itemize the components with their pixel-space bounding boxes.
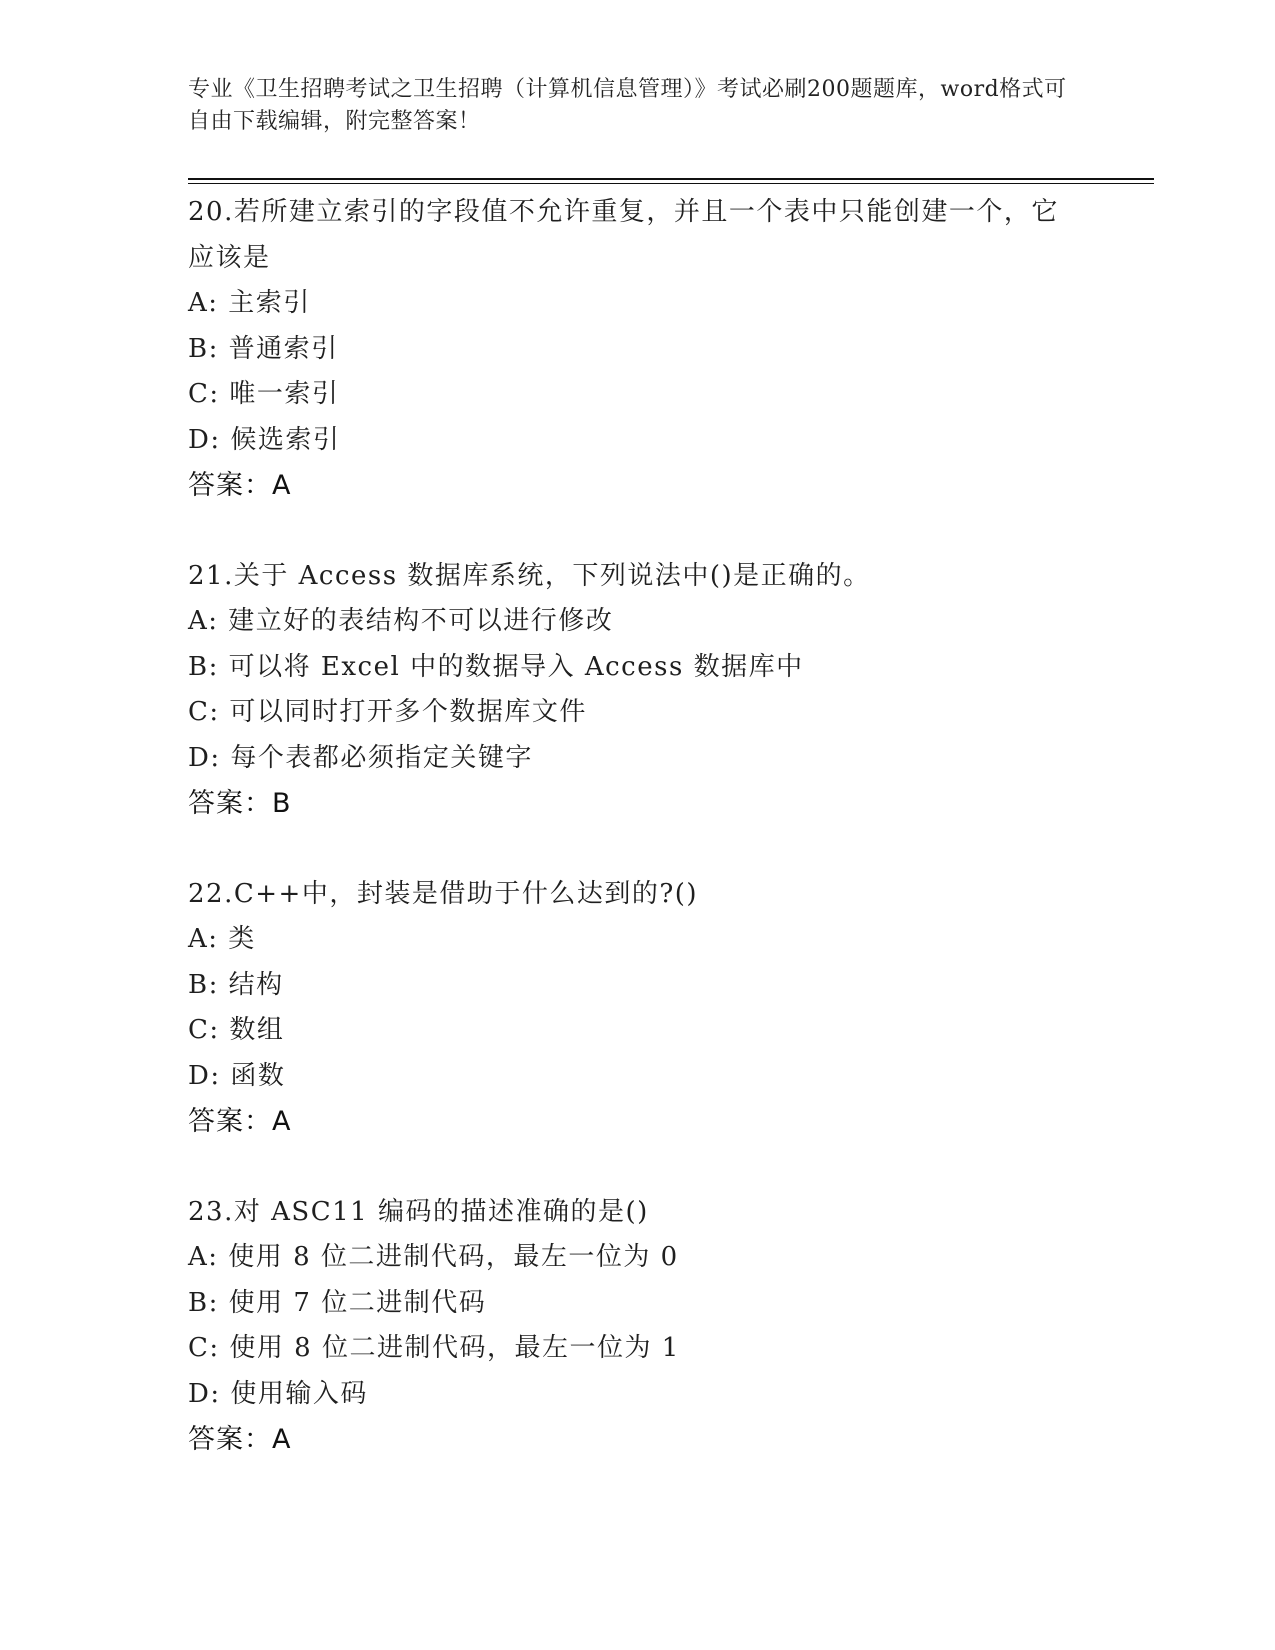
option-c: C: 唯一索引 bbox=[188, 379, 340, 409]
question-list bbox=[188, 190, 1108, 1463]
option-a: A: 主索引 bbox=[188, 288, 311, 318]
option-d: D: 候选索引 bbox=[188, 424, 341, 455]
option-d: D: 每个表都必须指定关键字 bbox=[188, 742, 533, 773]
option-a: A: 类 bbox=[188, 924, 256, 954]
question-22 bbox=[188, 872, 1108, 1145]
option-c: C: 使用 8 位二进制代码，最左一位为 1 bbox=[188, 1333, 680, 1363]
option-c: C: 可以同时打开多个数据库文件 bbox=[188, 697, 587, 727]
option-c: C: 数组 bbox=[188, 1015, 285, 1045]
header-rule-thin bbox=[188, 183, 1154, 184]
question-stem: 21.关于 Access 数据库系统，下列说法中()是正确的。 bbox=[188, 560, 871, 591]
answer-label: 答案：A bbox=[188, 1106, 292, 1137]
answer-label: 答案：B bbox=[188, 788, 292, 819]
question-stem: 20.若所建立索引的字段值不允许重复，并且一个表中只能创建一个，它应该是 bbox=[188, 197, 1059, 273]
answer-label: 答案：A bbox=[188, 1424, 292, 1455]
option-b: B: 结构 bbox=[188, 969, 284, 1000]
header-rule-thick bbox=[188, 178, 1154, 180]
option-a: A: 使用 8 位二进制代码，最左一位为 0 bbox=[188, 1242, 679, 1272]
question-20 bbox=[188, 190, 1108, 509]
option-d: D: 函数 bbox=[188, 1060, 286, 1091]
option-b: B: 可以将 Excel 中的数据导入 Access 数据库中 bbox=[188, 651, 804, 682]
answer-label: 答案：A bbox=[188, 470, 292, 501]
option-b: B: 普通索引 bbox=[188, 333, 339, 364]
question-23 bbox=[188, 1190, 1108, 1463]
option-a: A: 建立好的表结构不可以进行修改 bbox=[188, 606, 614, 636]
question-21 bbox=[188, 554, 1108, 827]
document-header: 专业《卫生招聘考试之卫生招聘（计算机信息管理）》考试必刷200题题库，word格式可自由下载编辑，附完整答案！ bbox=[188, 77, 1067, 134]
option-b: B: 使用 7 位二进制代码 bbox=[188, 1287, 487, 1318]
option-d: D: 使用输入码 bbox=[188, 1378, 368, 1409]
question-stem: 22.C++中，封装是借助于什么达到的?() bbox=[188, 878, 699, 909]
question-stem: 23.对 ASC11 编码的描述准确的是() bbox=[188, 1196, 649, 1227]
